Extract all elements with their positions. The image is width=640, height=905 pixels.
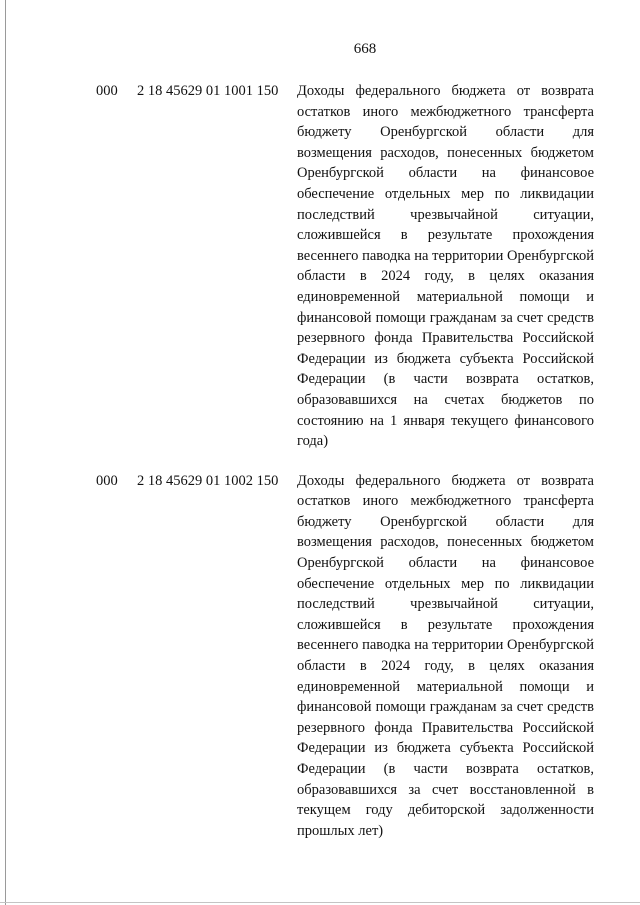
table-row	[0, 471, 640, 842]
revenue-description: Доходы федерального бюджета от возврата остатков иного межбюджетного трансферта бюджету Оренбургской области для возмещения расходов, понесенных бюджетом Оренбургской области на финансовое обеспечение отдельных мер по ликвидации последствий чрезвычайной ситуации, сложившейся в результате прохождения весеннего паводка на территории Оренбургской области в 2024 году, в целях оказания единовременной материальной помощи и финансовой помощи гражданам за счет средств резервного фонда Правительства Российской Федерации из бюджета субъекта Российской Федерации (в части возврата остатков, образовавшихся за счет восстановленной в текущем году дебиторской задолженности прошлых лет)	[297, 472, 594, 839]
administrator-code: 000	[96, 83, 118, 99]
administrator-code: 000	[96, 472, 118, 489]
page-number: 668	[353, 41, 377, 57]
table-row	[0, 81, 640, 452]
budget-classification-code: 2 18 45629 01 1002 150	[137, 472, 279, 489]
budget-code-table	[0, 81, 640, 860]
scan-bottom-edge	[0, 902, 640, 903]
revenue-description: Доходы федерального бюджета от возврата остатков иного межбюджетного трансферта бюджету Оренбургской области для возмещения расходов, понесенных бюджетом Оренбургской области на финансовое обеспечение отдельных мер по ликвидации последствий чрезвычайной ситуации, сложившейся в результате прохождения весеннего паводка на территории Оренбургской области в 2024 году, в целях оказания единовременной материальной помощи и финансовой помощи гражданам за счет средств резервного фонда Правительства Российской Федерации из бюджета субъекта Российской Федерации (в части возврата остатков, образовавшихся на счетах бюджетов по состоянию на 1 января текущего финансового года)	[297, 83, 594, 450]
budget-classification-code: 2 18 45629 01 1001 150	[137, 83, 279, 99]
